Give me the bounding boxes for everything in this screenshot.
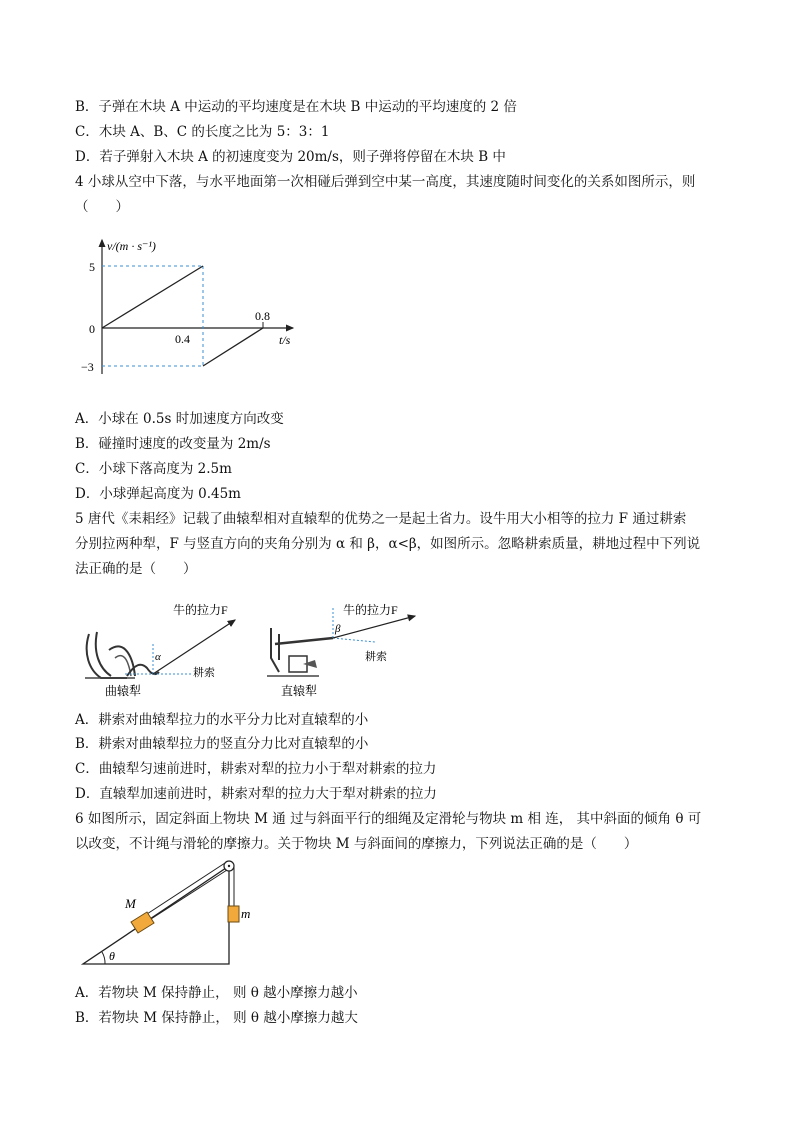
straight-plough-drawing — [267, 628, 333, 676]
q4-option-a: A．小球在 0.5s 时加速度方向改变 — [75, 411, 284, 427]
x-axis-label: t/s — [279, 333, 291, 347]
block-m — [228, 906, 239, 922]
y-tick-5: 5 — [89, 260, 95, 274]
q4-stem-line2: （ ） — [75, 199, 129, 215]
q5-plough-figure — [75, 598, 435, 704]
q3-option-c: C．木块 A、B、C 的长度之比为 5：3：1 — [75, 124, 330, 140]
origin-label: 0 — [89, 322, 95, 336]
q5-option-a: A．耕索对曲辕犁拉力的水平分力比对直辕犁的小 — [75, 712, 369, 728]
q6-stem-line1: 6 如图所示，固定斜面上物块 M 通 过与斜面平行的细绳及定滑轮与物块 m 相 连， 其中斜面的倾角 θ 可 — [75, 811, 702, 827]
incline — [83, 866, 229, 964]
q4-option-c: C．小球下落高度为 2.5m — [75, 461, 232, 477]
rope-incline — [147, 863, 225, 914]
q4-stem-line1: 4 小球从空中下落，与水平地面第一次相碰后弹到空中某一高度，其速度随时间变化的关系如图所示，则 — [75, 174, 696, 190]
falling-segment — [102, 266, 203, 328]
curved-plough-caption: 曲辕犁 — [105, 684, 142, 698]
y-axis-label: v/(m · s⁻¹) — [107, 239, 156, 253]
q6-stem-line2: 以改变，不计绳与滑轮的摩擦力。关于物块 M 与斜面间的摩擦力，下列说法正确的是（ ） — [75, 836, 638, 852]
q5-option-b: B．耕索对曲辕犁拉力的竖直分力比对直辕犁的小 — [75, 736, 369, 752]
q4-velocity-time-graph — [75, 232, 305, 382]
rising-segment — [203, 328, 263, 366]
curved-plough-drawing — [85, 632, 159, 678]
q3-option-b: B．子弹在木块 A 中运动的平均速度是在木块 B 中运动的平均速度的 2 倍 — [75, 99, 517, 115]
straight-force-arrow — [333, 616, 415, 638]
straight-force-label: 牛的拉力F — [343, 603, 398, 617]
label-M: M — [125, 896, 136, 911]
label-m: m — [241, 906, 251, 921]
q5-stem-line1: 5 唐代《耒耜经》记载了曲辕犁相对直辕犁的优势之一是起土省力。设牛用大小相等的拉力 F 通过耕索 — [75, 511, 687, 527]
beta-label: β — [335, 623, 341, 635]
y-tick-neg3: −3 — [81, 360, 94, 374]
q6-option-b: B．若物块 M 保持静止， 则 θ 越小摩擦力越大 — [75, 1010, 358, 1026]
x-tick-04: 0.4 — [175, 332, 190, 346]
q5-stem-line3: 法正确的是（ ） — [75, 561, 197, 577]
q5-stem-line2: 分别拉两种犁，F 与竖直方向的夹角分别为 α 和 β，α<β，如图所示。忽略耕索质量，耕地过程中下列说 — [75, 536, 701, 552]
q5-option-d: D．直辕犁加速前进时，耕索对犁的拉力大于犁对耕索的拉力 — [75, 786, 437, 802]
q6-incline-figure — [75, 856, 255, 972]
q3-option-d: D．若子弹射入木块 A 的初速度变为 20m/s，则子弹将停留在木块 B 中 — [75, 149, 506, 165]
label-theta: θ — [109, 949, 115, 963]
q4-option-b: B．碰撞时速度的改变量为 2m/s — [75, 436, 271, 452]
q4-option-d: D．小球弹起高度为 0.45m — [75, 486, 241, 502]
angle-arc — [102, 952, 105, 964]
curved-force-arrow — [153, 620, 235, 674]
straight-ground-line — [333, 638, 375, 642]
curved-rope-label: 耕索 — [193, 667, 215, 679]
straight-plough-caption: 直辕犁 — [281, 684, 318, 698]
rope-incline-2 — [151, 870, 227, 919]
q6-option-a: A．若物块 M 保持静止， 则 θ 越小摩擦力越小 — [75, 985, 358, 1001]
curved-force-label: 牛的拉力F — [173, 603, 228, 617]
alpha-label: α — [155, 651, 161, 663]
q5-option-c: C．曲辕犁匀速前进时，耕索对犁的拉力小于犁对耕索的拉力 — [75, 761, 437, 777]
x-tick-08: 0.8 — [255, 309, 270, 323]
straight-rope-label: 耕索 — [365, 651, 387, 663]
